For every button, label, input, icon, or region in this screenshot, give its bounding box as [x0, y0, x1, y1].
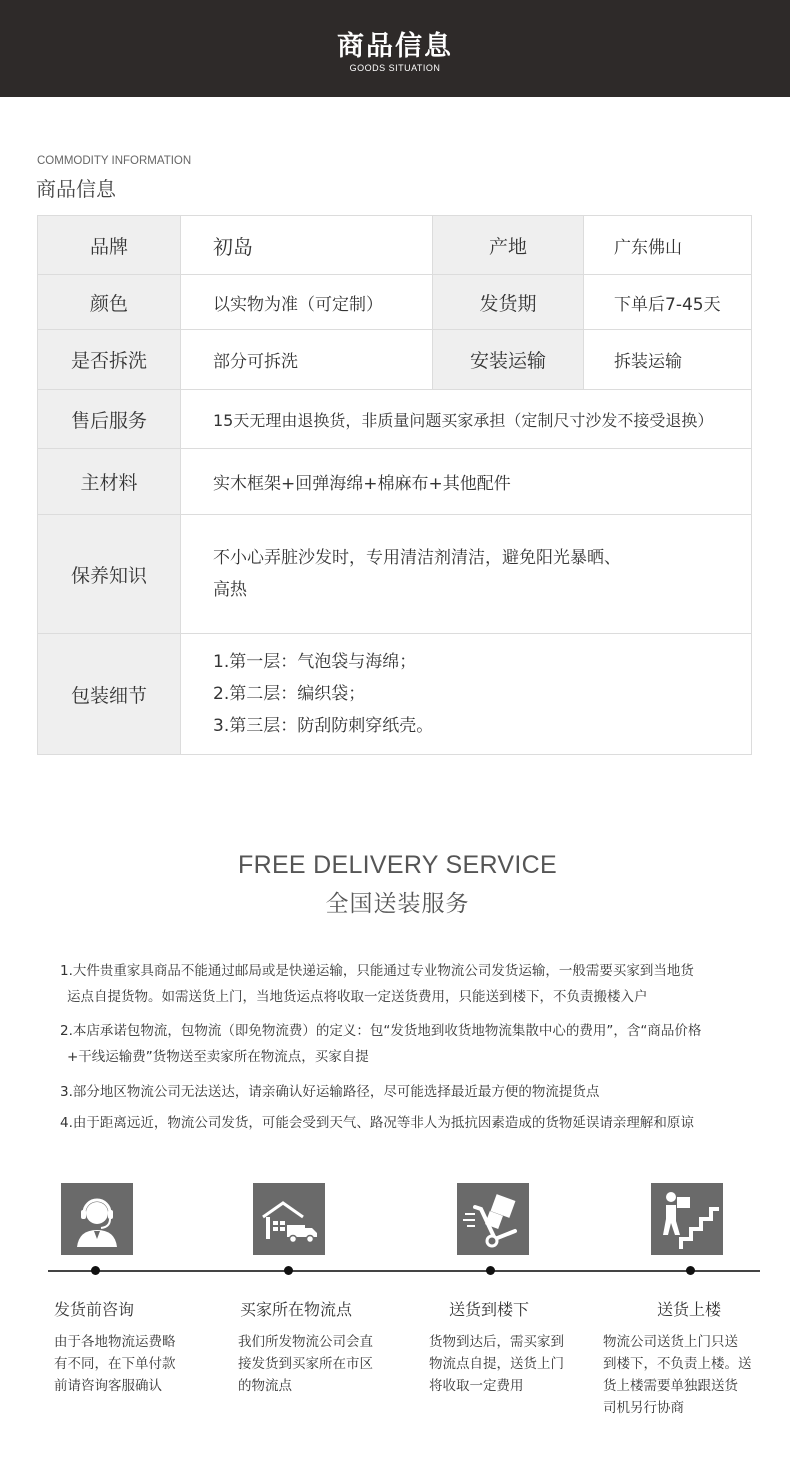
- stairs-delivery-icon: [651, 1183, 723, 1255]
- note-line: 4.由于距离远近，物流公司发货，可能会受到天气、路况等非人为抵抗因素造成的货物延误请亲理解和原谅: [60, 1115, 694, 1131]
- step-title: 买家所在物流点: [240, 1300, 353, 1319]
- step-title: 送货到楼下: [449, 1300, 530, 1319]
- timeline-dot: [284, 1266, 293, 1275]
- delivery-title-en: FREE DELIVERY SERVICE: [238, 851, 557, 879]
- timeline-dot: [91, 1266, 100, 1275]
- table-row: [38, 275, 752, 330]
- material-label: 主材料: [38, 449, 181, 515]
- top-banner: [0, 0, 790, 97]
- note-line: 运点自提货物。如需送货上门，当地货运点将收取一定送货费用，只能送到楼下，不负责搬楼入户: [67, 989, 648, 1005]
- note-line: 3.部分地区物流公司无法送达，请亲确认好运输路径，尽可能选择最近最方便的物流提货点: [60, 1084, 600, 1100]
- ship-label: 发货期: [433, 275, 584, 330]
- step-description: [54, 1331, 176, 1397]
- note-item: [60, 958, 750, 1010]
- care-line: 高热: [213, 580, 247, 600]
- banner-title: 商品信息: [337, 31, 453, 62]
- note-line: +干线运输费”货物送至卖家所在物流点，买家自提: [67, 1049, 369, 1065]
- note-item: [60, 1110, 750, 1136]
- origin-label: 产地: [433, 216, 584, 275]
- step-description: [429, 1331, 564, 1397]
- timeline-line: [48, 1270, 760, 1272]
- step-title: 送货上楼: [657, 1300, 722, 1319]
- step-description: [238, 1331, 373, 1397]
- step-desc-line: 货上楼需要单独跟送货: [603, 1378, 738, 1394]
- warehouse-truck-icon: [253, 1183, 325, 1255]
- brand-value: 初岛: [181, 216, 433, 275]
- step-desc-line: 前请咨询客服确认: [54, 1378, 162, 1394]
- delivery-title-zh: 全国送装服务: [325, 891, 470, 917]
- table-row: [38, 216, 752, 275]
- table-row: [38, 634, 752, 755]
- wash-label: 是否拆洗: [38, 330, 181, 390]
- note-item: [60, 1079, 750, 1105]
- hand-truck-icon: [457, 1183, 529, 1255]
- origin-value: 广东佛山: [584, 216, 752, 275]
- step-desc-line: 司机另行协商: [603, 1400, 684, 1416]
- install-value: 拆装运输: [584, 330, 752, 390]
- care-value: [181, 515, 752, 634]
- timeline-dot: [686, 1266, 695, 1275]
- aftersale-label: 售后服务: [38, 390, 181, 449]
- step-desc-line: 货物到达后，需买家到: [429, 1334, 564, 1350]
- step-desc-line: 到楼下，不负责上楼。送: [603, 1356, 752, 1372]
- product-info-table: [37, 215, 752, 755]
- step-description: [603, 1331, 752, 1419]
- pack-value: [181, 634, 752, 755]
- step-desc-line: 将收取一定费用: [429, 1378, 524, 1394]
- step-title: 发货前咨询: [54, 1300, 135, 1319]
- step-desc-line: 物流公司送货上门只送: [603, 1334, 738, 1350]
- table-row: [38, 515, 752, 634]
- care-line: 不小心弄脏沙发时，专用清洁剂清洁，避免阳光暴晒、: [213, 548, 621, 568]
- timeline-dot: [486, 1266, 495, 1275]
- step-desc-line: 有不同，在下单付款: [54, 1356, 176, 1372]
- material-value: 实木框架+回弹海绵+棉麻布+其他配件: [181, 449, 752, 515]
- wash-value: 部分可拆洗: [181, 330, 433, 390]
- step-desc-line: 我们所发物流公司会直: [238, 1334, 373, 1350]
- install-label: 安装运输: [433, 330, 584, 390]
- section-title-en: COMMODITY INFORMATION: [37, 155, 192, 167]
- note-line: 1.大件贵重家具商品不能通过邮局或是快递运输，只能通过专业物流公司发货运输，一般需要买家到当地货: [60, 963, 694, 979]
- note-item: [60, 1018, 750, 1070]
- aftersale-value: 15天无理由退换货，非质量问题买家承担（定制尺寸沙发不接受退换）: [181, 390, 752, 449]
- step-desc-line: 由于各地物流运费略: [54, 1334, 176, 1350]
- ship-value: 下单后7-45天: [584, 275, 752, 330]
- pack-line: 1.第一层：气泡袋与海绵；: [213, 652, 417, 672]
- customer-service-icon: [61, 1183, 133, 1255]
- step-desc-line: 物流点自提，送货上门: [429, 1356, 564, 1372]
- pack-label: 包装细节: [38, 634, 181, 755]
- brand-label: 品牌: [38, 216, 181, 275]
- pack-line: 2.第二层：编织袋；: [213, 684, 366, 704]
- step-desc-line: 的物流点: [238, 1378, 292, 1394]
- care-label: 保养知识: [38, 515, 181, 634]
- section-title-zh: 商品信息: [36, 177, 116, 201]
- table-row: [38, 449, 752, 515]
- color-label: 颜色: [38, 275, 181, 330]
- note-line: 2.本店承诺包物流，包物流（即免物流费）的定义：包“发货地到收货地物流集散中心的费用”，含“商品价格: [60, 1023, 702, 1039]
- step-desc-line: 接发货到买家所在市区: [238, 1356, 373, 1372]
- pack-line: 3.第三层：防刮防刺穿纸壳。: [213, 716, 434, 736]
- banner-subtitle: GOODS SITUATION: [349, 63, 441, 73]
- color-value: 以实物为准（可定制）: [181, 275, 433, 330]
- table-row: [38, 330, 752, 390]
- table-row: [38, 390, 752, 449]
